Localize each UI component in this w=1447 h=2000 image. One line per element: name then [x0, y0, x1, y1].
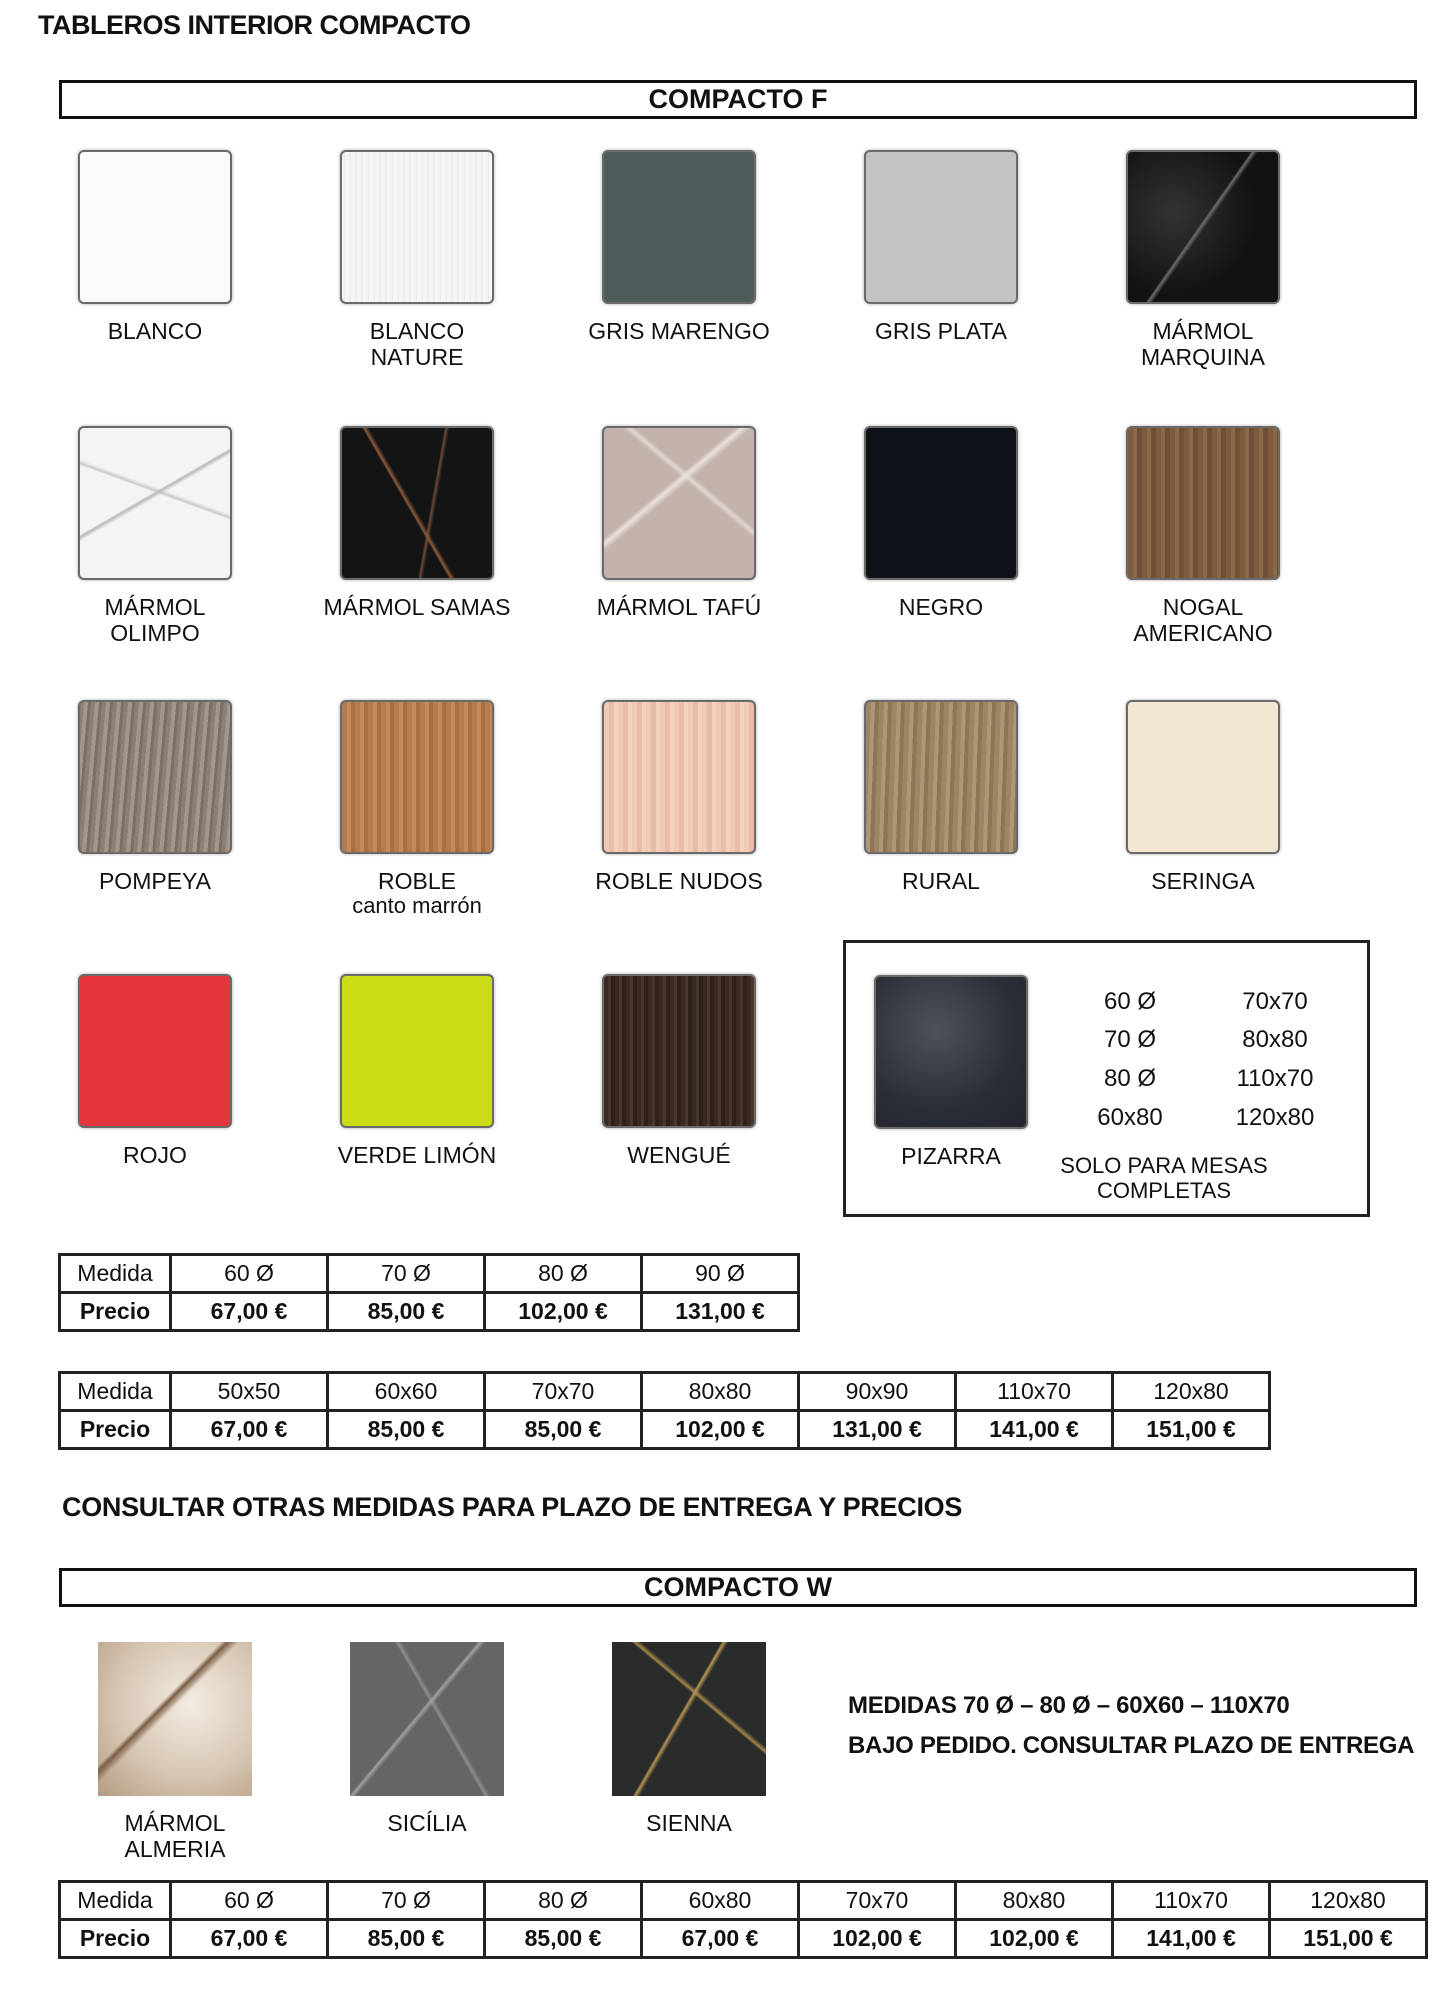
swatch-item[interactable] [584, 426, 774, 620]
swatch-item[interactable] [1108, 150, 1298, 370]
swatch-color [612, 1642, 766, 1796]
swatch-color [864, 150, 1018, 304]
swatch-color [78, 700, 232, 854]
swatch-color [340, 150, 494, 304]
section-title-compacto-w: COMPACTO W [59, 1568, 1417, 1607]
swatch-item[interactable] [1108, 700, 1298, 894]
price-cell: 131,00 € [642, 1293, 799, 1331]
swatch-color [1126, 150, 1280, 304]
size-cell: 120x80 [1270, 1882, 1427, 1920]
swatch-item[interactable] [584, 974, 774, 1168]
swatch-label: SICÍLIA [387, 1810, 467, 1836]
pizarra-box [843, 940, 1370, 1217]
size-cell: 80 Ø [485, 1255, 642, 1293]
compacto-w-note-order: BAJO PEDIDO. CONSULTAR PLAZO DE ENTREGA [848, 1732, 1415, 1759]
size-cell: 110x70 [956, 1373, 1113, 1411]
size-cell: 70 Ø [328, 1882, 485, 1920]
price-cell: 131,00 € [799, 1411, 956, 1449]
table-row [60, 1255, 799, 1293]
swatch-item[interactable] [322, 426, 512, 620]
swatch-label: MÁRMOL TAFÚ [596, 594, 762, 620]
swatch-item[interactable] [584, 150, 774, 344]
swatch-color [78, 974, 232, 1128]
pizarra-note: SOLO PARA MESAS COMPLETAS [1060, 1153, 1268, 1203]
row-label: Medida [60, 1373, 171, 1411]
price-cell: 85,00 € [485, 1411, 642, 1449]
swatch-item[interactable] [846, 700, 1036, 894]
swatch-label: VERDE LIMÓN [337, 1142, 497, 1168]
swatch-item[interactable] [60, 150, 250, 344]
price-cell: 67,00 € [171, 1293, 328, 1331]
pizarra-size: 70 Ø [1103, 1026, 1157, 1053]
swatch-item[interactable] [846, 426, 1036, 620]
pizarra-size: 70x70 [1242, 988, 1308, 1015]
swatch-item[interactable] [594, 1642, 784, 1836]
size-cell: 70x70 [799, 1882, 956, 1920]
swatch-color [602, 150, 756, 304]
price-cell: 151,00 € [1270, 1920, 1427, 1958]
price-cell: 67,00 € [171, 1920, 328, 1958]
price-cell: 67,00 € [171, 1411, 328, 1449]
row-label: Precio [60, 1293, 171, 1331]
size-cell: 90 Ø [642, 1255, 799, 1293]
size-cell: 60x80 [642, 1882, 799, 1920]
swatch-color [340, 974, 494, 1128]
row-label: Medida [60, 1882, 171, 1920]
size-cell: 120x80 [1113, 1373, 1270, 1411]
swatch-color [350, 1642, 504, 1796]
pizarra-size: 80 Ø [1103, 1065, 1157, 1092]
swatch-label: PIZARRA [901, 1143, 1001, 1169]
price-table-compacto-w [58, 1880, 1428, 1959]
swatch-color [340, 426, 494, 580]
compacto-w-note-sizes: MEDIDAS 70 Ø – 80 Ø – 60X60 – 110X70 [848, 1692, 1290, 1719]
size-cell: 70x70 [485, 1373, 642, 1411]
swatch-item[interactable] [60, 974, 250, 1168]
size-cell: 80x80 [642, 1373, 799, 1411]
swatch-label: ROBLE NUDOS [595, 868, 763, 894]
price-cell: 85,00 € [328, 1920, 485, 1958]
swatch-label: MÁRMOL OLIMPO [104, 594, 206, 646]
swatch-label: RURAL [902, 868, 980, 894]
swatch-color [340, 700, 494, 854]
swatch-label: NEGRO [898, 594, 984, 620]
swatch-label: WENGUÉ [627, 1142, 731, 1168]
swatch-color [1126, 700, 1280, 854]
pizarra-size: 110x70 [1236, 1065, 1314, 1092]
price-cell: 85,00 € [485, 1920, 642, 1958]
swatch-label: GRIS MARENGO [588, 318, 770, 344]
swatch-color [98, 1642, 252, 1796]
swatch-label: SIENNA [646, 1810, 732, 1836]
price-cell: 141,00 € [1113, 1920, 1270, 1958]
price-cell: 151,00 € [1113, 1411, 1270, 1449]
swatch-pizarra [874, 975, 1028, 1129]
price-table-round [58, 1253, 800, 1332]
pizarra-size: 80x80 [1242, 1026, 1308, 1053]
size-cell: 60 Ø [171, 1882, 328, 1920]
pizarra-size: 60 Ø [1103, 988, 1157, 1015]
swatch-item[interactable] [846, 150, 1036, 344]
row-label: Precio [60, 1920, 171, 1958]
table-row [60, 1882, 1427, 1920]
size-cell: 60x60 [328, 1373, 485, 1411]
swatch-item[interactable] [60, 426, 250, 646]
swatch-label: ROJO [123, 1142, 187, 1168]
swatch-label: ROBLE [378, 868, 456, 894]
swatch-color [78, 150, 232, 304]
swatch-label: POMPEYA [98, 868, 212, 894]
swatch-item[interactable] [80, 1642, 270, 1862]
size-cell: 90x90 [799, 1373, 956, 1411]
table-row [60, 1920, 1427, 1958]
swatch-color [864, 700, 1018, 854]
swatch-item[interactable] [332, 1642, 522, 1836]
swatch-color [602, 974, 756, 1128]
swatch-label: MÁRMOL MARQUINA [1141, 318, 1265, 370]
table-row [60, 1293, 799, 1331]
swatch-label: GRIS PLATA [874, 318, 1008, 344]
size-cell: 60 Ø [171, 1255, 328, 1293]
price-cell: 102,00 € [642, 1411, 799, 1449]
size-cell: 80x80 [956, 1882, 1113, 1920]
swatch-color [78, 426, 232, 580]
price-cell: 141,00 € [956, 1411, 1113, 1449]
swatch-item-pizarra[interactable] [856, 975, 1046, 1169]
swatch-color [602, 426, 756, 580]
section-title-compacto-f: COMPACTO F [59, 80, 1417, 119]
pizarra-size: 120x80 [1235, 1104, 1315, 1131]
price-table-square [58, 1371, 1271, 1450]
size-cell: 70 Ø [328, 1255, 485, 1293]
price-cell: 67,00 € [642, 1920, 799, 1958]
size-cell: 80 Ø [485, 1882, 642, 1920]
swatch-label: MÁRMOL ALMERIA [124, 1810, 226, 1862]
swatch-item[interactable] [322, 150, 512, 370]
table-row [60, 1373, 1270, 1411]
swatch-item[interactable] [60, 700, 250, 894]
swatch-item[interactable] [1108, 426, 1298, 646]
price-cell: 102,00 € [956, 1920, 1113, 1958]
price-cell: 85,00 € [328, 1293, 485, 1331]
row-label: Medida [60, 1255, 171, 1293]
swatch-color [602, 700, 756, 854]
swatch-item[interactable] [322, 974, 512, 1168]
swatch-label: SERINGA [1151, 868, 1255, 894]
swatch-label: NOGAL AMERICANO [1133, 594, 1273, 646]
notice-text: CONSULTAR OTRAS MEDIDAS PARA PLAZO DE ENTREGA Y PRECIOS [62, 1492, 963, 1522]
swatch-item[interactable] [322, 700, 512, 918]
swatch-label: BLANCO NATURE [369, 318, 465, 370]
swatch-label: MÁRMOL SAMAS [323, 594, 511, 620]
price-cell: 85,00 € [328, 1411, 485, 1449]
swatch-sublabel: canto marrón [352, 893, 482, 918]
table-row [60, 1411, 1270, 1449]
swatch-color [864, 426, 1018, 580]
price-cell: 102,00 € [485, 1293, 642, 1331]
swatch-color [1126, 426, 1280, 580]
size-cell: 50x50 [171, 1373, 328, 1411]
swatch-item[interactable] [584, 700, 774, 894]
swatch-label: BLANCO [107, 318, 203, 344]
pizarra-size: 60x80 [1097, 1104, 1163, 1131]
size-cell: 110x70 [1113, 1882, 1270, 1920]
price-cell: 102,00 € [799, 1920, 956, 1958]
page-title: TABLEROS INTERIOR COMPACTO [38, 10, 471, 40]
row-label: Precio [60, 1411, 171, 1449]
